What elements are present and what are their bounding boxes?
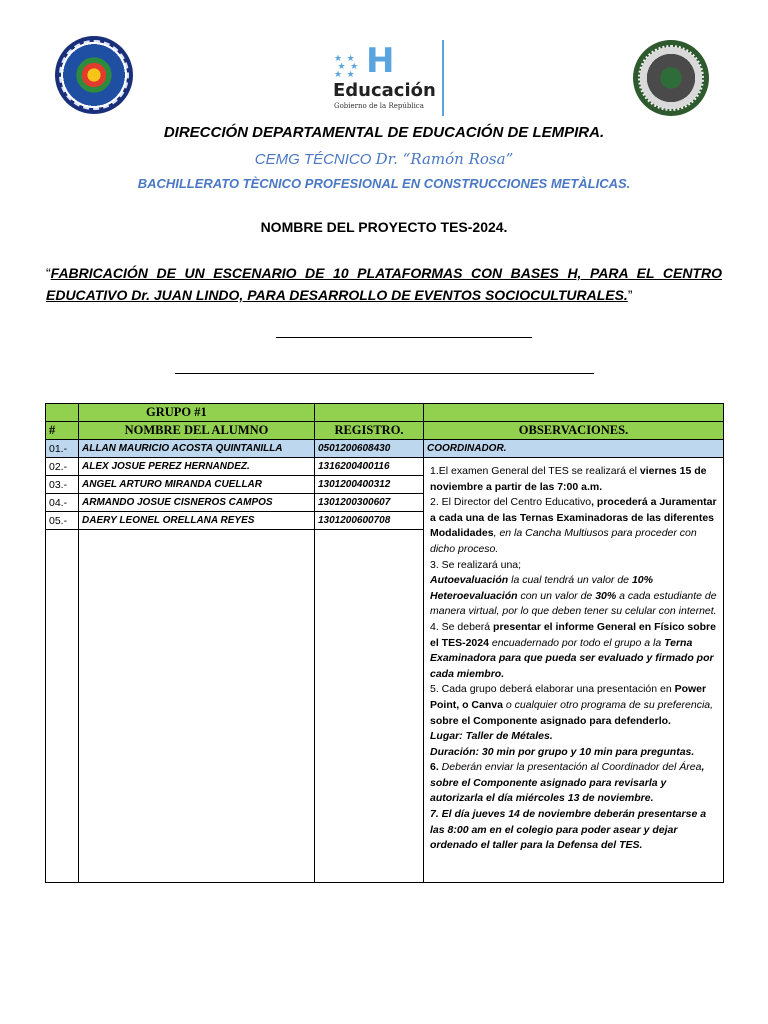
student-registro: 1301200400312	[315, 476, 424, 494]
close-quote: ”	[627, 287, 633, 303]
edu-logo-h: H	[366, 41, 395, 81]
empty-cell	[424, 404, 724, 422]
row-number: 04.-	[46, 494, 79, 512]
school-heading-prefix: CEMG TÉCNICO	[254, 151, 376, 168]
student-registro: 1301200600708	[315, 512, 424, 530]
empty-cell	[79, 530, 315, 883]
col-header-num: #	[46, 422, 79, 440]
school-seal-left	[55, 36, 133, 114]
student-name: DAERY LEONEL ORELLANA REYES	[79, 512, 315, 530]
row-number: 02.-	[46, 458, 79, 476]
edu-logo-word: Educación	[333, 80, 436, 101]
coordinator-note: COORDINADOR.	[424, 440, 724, 458]
program-heading: BACHILLERATO TÈCNICO PROFESIONAL EN CONSTRUCCIONES METÀLICAS.	[137, 176, 631, 191]
empty-cell	[46, 404, 79, 422]
empty-cell	[46, 530, 79, 883]
department-heading: DIRECCIÓN DEPARTAMENTAL DE EDUCACIÓN DE LEMPIRA.	[163, 124, 605, 141]
edu-logo-subtitle: Gobierno de la República	[334, 102, 424, 110]
educacion-logo	[330, 40, 450, 118]
student-registro: 1316200400116	[315, 458, 424, 476]
open-quote: “	[46, 265, 51, 281]
student-name: ALLAN MAURICIO ACOSTA QUINTANILLA	[79, 440, 315, 458]
empty-cell	[315, 530, 424, 883]
student-registro: 0501200608430	[315, 440, 424, 458]
row-number: 03.-	[46, 476, 79, 494]
observations-cell: 1.El examen General del TES se realizará el viernes 15 de noviembre a partir de las 7:00 a.m. 2. El Director del Centro Educativo, procederá a Juramentar a cada una de las Ternas Examinadoras de las diferentes Modalidades, en la Cancha Multiusos para proceder con dicho proceso. 3. Se realizará una; Autoevaluación la cual tendrá un valor de 10% Heteroevaluación con un valor de 30% a cada estudiante de manera virtual, por lo que deben tener su celular con internet. 4. Se deberá presentar el informe General en Físico sobre el TES-2024 encuadernado por todo el grupo a la Terna Examinadora para que pueda ser evaluado y firmado por cada miembro. 5. Cada grupo deberá elaborar una presentación en Power Point, o Canva o cualquier otro programa de su preferencia, sobre el Componente asignado para defenderlo. Lugar: Taller de Métales. Duración: 30 min por grupo y 10 min para preguntas. 6. Deberán enviar la presentación al Coordinador del Área, sobre el Componente asignado para revisarla y autorizarla el día miércoles 13 de noviembre. 7. El día jueves 14 de noviembre deberán presentarse a las 8:00 am en el colegio para poder asear y dejar ordenado el taller para la Defensa del TES.	[424, 458, 724, 883]
row-number: 01.-	[46, 440, 79, 458]
project-title	[46, 262, 722, 306]
student-name: ALEX JOSUE PEREZ HERNANDEZ.	[79, 458, 315, 476]
row-number: 05.-	[46, 512, 79, 530]
col-header-registro: REGISTRO.	[315, 422, 424, 440]
group-label: GRUPO #1	[79, 404, 315, 422]
institute-seal-right	[633, 40, 709, 116]
table-row	[46, 440, 724, 458]
group-table	[45, 403, 724, 883]
school-heading-name: Dr. “Ramón Rosa”	[375, 150, 514, 168]
student-registro: 1301200300607	[315, 494, 424, 512]
divider-line	[175, 373, 594, 374]
signature-line	[276, 337, 532, 338]
student-name: ARMANDO JOSUE CISNEROS CAMPOS	[79, 494, 315, 512]
empty-cell	[315, 404, 424, 422]
school-heading	[0, 150, 768, 168]
col-header-observaciones: OBSERVACIONES.	[424, 422, 724, 440]
student-name: ANGEL ARTURO MIRANDA CUELLAR	[79, 476, 315, 494]
table-row	[46, 458, 724, 476]
edu-logo-divider	[442, 40, 444, 116]
col-header-name: NOMBRE DEL ALUMNO	[79, 422, 315, 440]
project-title-text: FABRICACIÓN DE UN ESCENARIO DE 10 PLATAFORMAS CON BASES H, PARA EL CENTRO EDUCATIVO Dr. JUAN LINDO, PARA DESARROLLO DE EVENTOS SOCIOCULTURALES.	[46, 265, 722, 303]
stars-icon: ★ ★ ★ ★ ★ ★	[334, 53, 360, 79]
project-label: NOMBRE DEL PROYECTO TES-2024.	[260, 219, 508, 235]
